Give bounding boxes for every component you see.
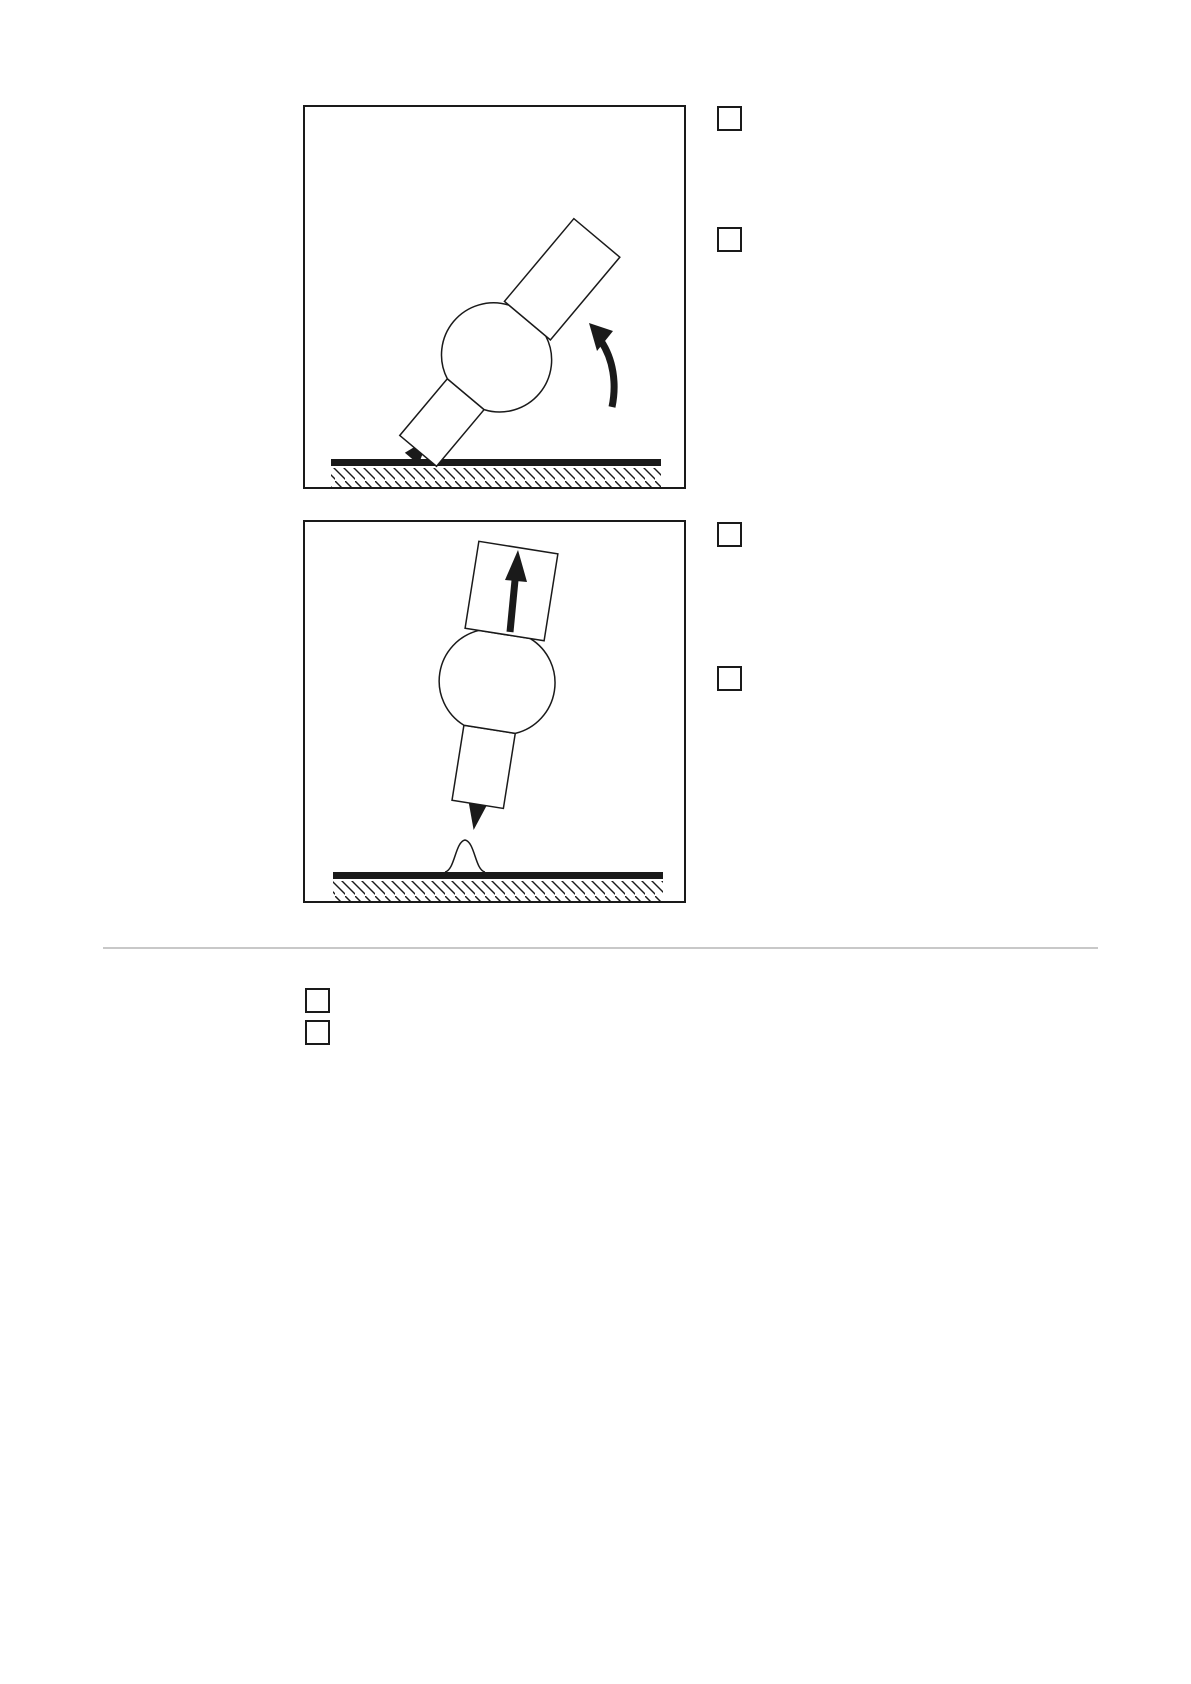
step-checkbox[interactable] [717,522,742,547]
tilt-arrow-shaft [601,341,614,407]
torch-nozzle [452,725,515,808]
arc-bead [445,840,485,872]
torch-body-ball [432,625,562,738]
welding-torch-tilt-icon [305,107,688,491]
step-checkbox[interactable] [305,988,330,1013]
step-checkbox[interactable] [717,106,742,131]
welding-torch-lift-icon [305,522,688,905]
workpiece-plate [331,459,661,466]
welding-torch [416,538,575,839]
torch-tip [465,803,487,831]
step-checkbox[interactable] [305,1020,330,1045]
torch-tilt-figure [303,105,686,489]
torch-lift-figure [303,520,686,903]
workpiece-plate [333,872,663,879]
section-divider [103,947,1098,949]
workpiece-hatching [331,468,661,488]
step-checkbox[interactable] [717,666,742,691]
step-checkbox[interactable] [717,227,742,252]
workpiece-hatching [333,881,663,901]
